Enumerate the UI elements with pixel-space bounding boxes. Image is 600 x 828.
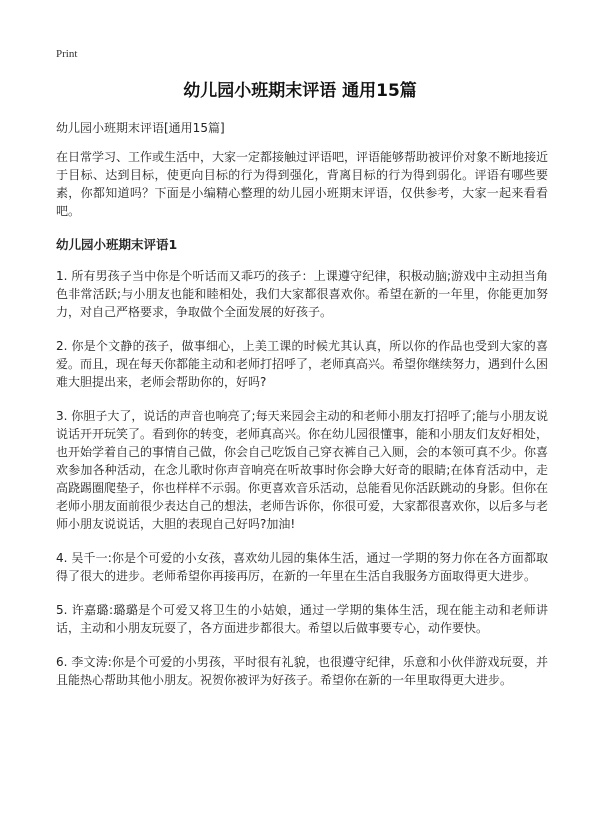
- article-body: [56, 119, 548, 705]
- comment-paragraph-3: 3. 你胆子大了，说话的声音也响亮了;每天来园会主动的和老师小朋友打招呼了;能与小朋友说说话开开玩笑了。看到你的转变，老师真高兴。你在幼儿园很懂事，能和小朋友们友好相处，也开始学着自己的事情自己做，你会自己吃饭自己穿衣裤自己入厕，会的本领可真不少。你喜欢参加各种活动，在念儿歌时你声音响亮在听故事时你会睁大好奇的眼睛;在体育活动中，走高跷踢圈爬垫子，你也样样不示弱。你更喜欢音乐活动，总能看见你活跃跳动的身影。但你在老师小朋友面前很少表达自己的想法，老师告诉你，你很可爱，大家都很喜欢你，以后多与老师小朋友说说话，大胆的表现自己好吗?加油!: [56, 409, 549, 531]
- print-link[interactable]: Print: [56, 48, 78, 60]
- page-title: 幼儿园小班期末评语 通用15篇: [183, 81, 417, 101]
- comment-paragraph-2: 2. 你是个文静的孩子，做事细心，上美工课的时候尤其认真，所以你的作品也受到大家的喜爱。而且，现在每天你都能主动和老师打招呼了，老师真高兴。希望你继续努力，遇到什么困难大胆提出来，老师会帮助你的，好吗?: [56, 339, 549, 389]
- comment-paragraph-1: 1. 所有男孩子当中你是个听话而又乖巧的孩子：上课遵守纪律，积极动脑;游戏中主动担当角色非常活跃;与小朋友也能和睦相处，我们大家都很喜欢你。希望在新的一年里，你能更加努力，对自己严格要求，争取做个全面发展的好孩子。: [56, 269, 548, 319]
- article-subtitle: 幼儿园小班期末评语[通用15篇]: [56, 121, 225, 135]
- intro-paragraph: 在日常学习、工作或生活中，大家一定都接触过评语吧，评语能够帮助被评价对象不断地接近于目标、达到目标，使更向目标的行为得到强化，背离目标的行为得到弱化。评语有哪些要素，你都知道吗？下面是小编精心整理的幼儿园小班期末评语，仅供参考，大家一起来看看吧。: [56, 150, 549, 218]
- comment-paragraph-5: 5. 许嘉璐:璐璐是个可爱又将卫生的小姑娘，通过一学期的集体生活，现在能主动和老师讲话，主动和小朋友玩耍了，各方面进步都很大。希望以后做事要专心，动作要快。: [56, 603, 548, 635]
- comment-paragraph-4: 4. 吴千一:你是个可爱的小女孩，喜欢幼儿园的集体生活，通过一学期的努力你在各方面都取得了很大的进步。老师希望你再接再厉，在新的一年里在生活自我服务方面取得更大进步。: [56, 551, 548, 583]
- comment-paragraph-6: 6. 李文涛:你是个可爱的小男孩，平时很有礼貌，也很遵守纪律，乐意和小伙伴游戏玩耍，并且能热心帮助其他小朋友。祝贺你被评为好孩子。希望你在新的一年里取得更大进步。: [56, 655, 548, 687]
- section-heading: 幼儿园小班期末评语1: [56, 237, 178, 252]
